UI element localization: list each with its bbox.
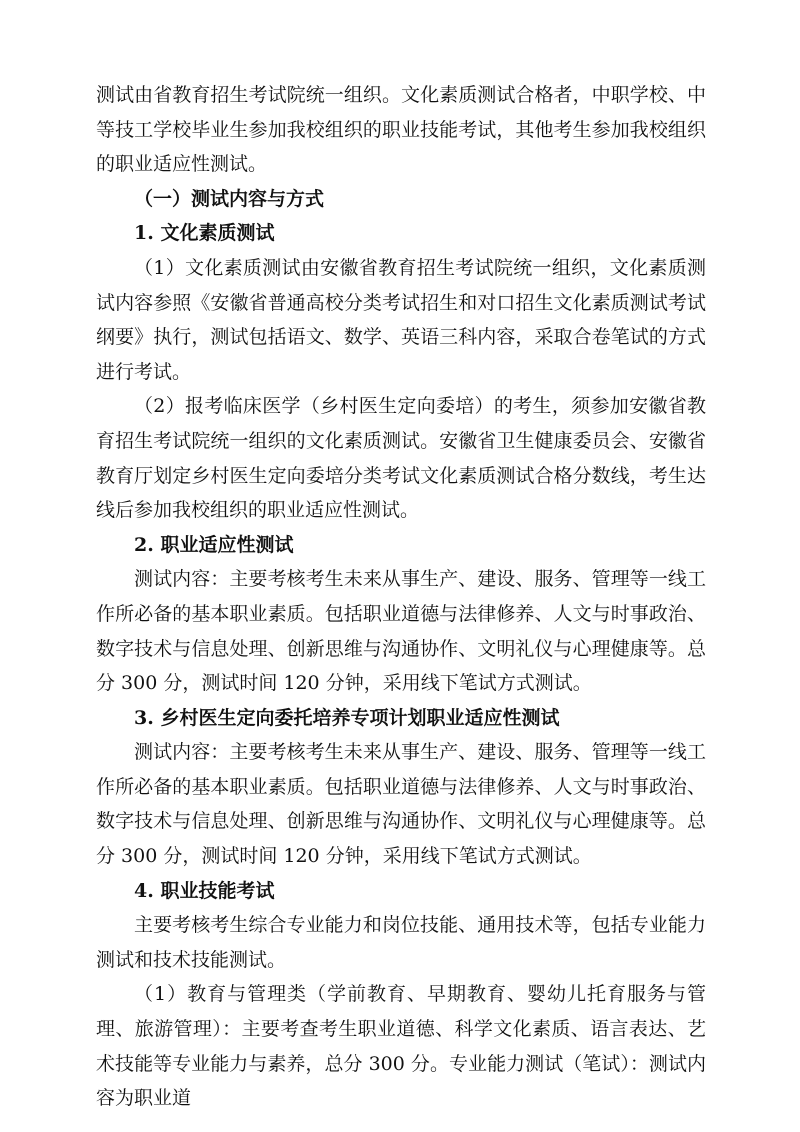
subsection-heading: 1. 文化素质测试 (134, 222, 275, 245)
body-paragraph: （2）报考临床医学（乡村医生定向委培）的考生，须参加安徽省教育招生考试院统一组织的文化素质测试。安徽省卫生健康委员会、安徽省教育厅划定乡村医生定向委培分类考试文化素质测试合格分数线，考生达线后参加我校组织的职业适应性测试。 (96, 395, 706, 522)
body-paragraph: 主要考核考生综合专业能力和岗位技能、通用技术等，包括专业能力测试和技术技能测试。 (96, 914, 706, 971)
body-paragraph: （1）教育与管理类（学前教育、早期教育、婴幼儿托育服务与管理、旅游管理）：主要考查考生职业道德、科学文化素质、语言表达、艺术技能等专业能力与素养，总分 300 分。专业能力测试（笔试）：测试内容为职业道 (96, 983, 706, 1110)
body-paragraph: 测试内容：主要考核考生未来从事生产、建设、服务、管理等一线工作所必备的基本职业素质。包括职业道德与法律修养、人文与时事政治、数字技术与信息处理、创新思维与沟通协作、文明礼仪与心理健康等。总分 300 分，测试时间 120 分钟，采用线下笔试方式测试。 (96, 741, 706, 868)
subsection-heading: 3. 乡村医生定向委托培养专项计划职业适应性测试 (134, 706, 560, 729)
body-paragraph: （1）文化素质测试由安徽省教育招生考试院统一组织，文化素质测试内容参照《安徽省普通高校分类考试招生和对口招生文化素质测试考试纲要》执行，测试包括语文、数学、英语三科内容，采取合卷笔试的方式进行考试。 (96, 256, 706, 383)
subsection-heading: 2. 职业适应性测试 (134, 533, 294, 556)
body-paragraph: 测试内容：主要考核考生未来从事生产、建设、服务、管理等一线工作所必备的基本职业素质。包括职业道德与法律修养、人文与时事政治、数字技术与信息处理、创新思维与沟通协作、文明礼仪与心理健康等。总分 300 分，测试时间 120 分钟，采用线下笔试方式测试。 (96, 568, 706, 695)
body-paragraph: 测试由省教育招生考试院统一组织。文化素质测试合格者，中职学校、中等技工学校毕业生参加我校组织的职业技能考试，其他考生参加我校组织的职业适应性测试。 (96, 84, 706, 176)
subsection-heading: 4. 职业技能考试 (134, 879, 275, 902)
section-heading: （一）测试内容与方式 (134, 187, 325, 210)
